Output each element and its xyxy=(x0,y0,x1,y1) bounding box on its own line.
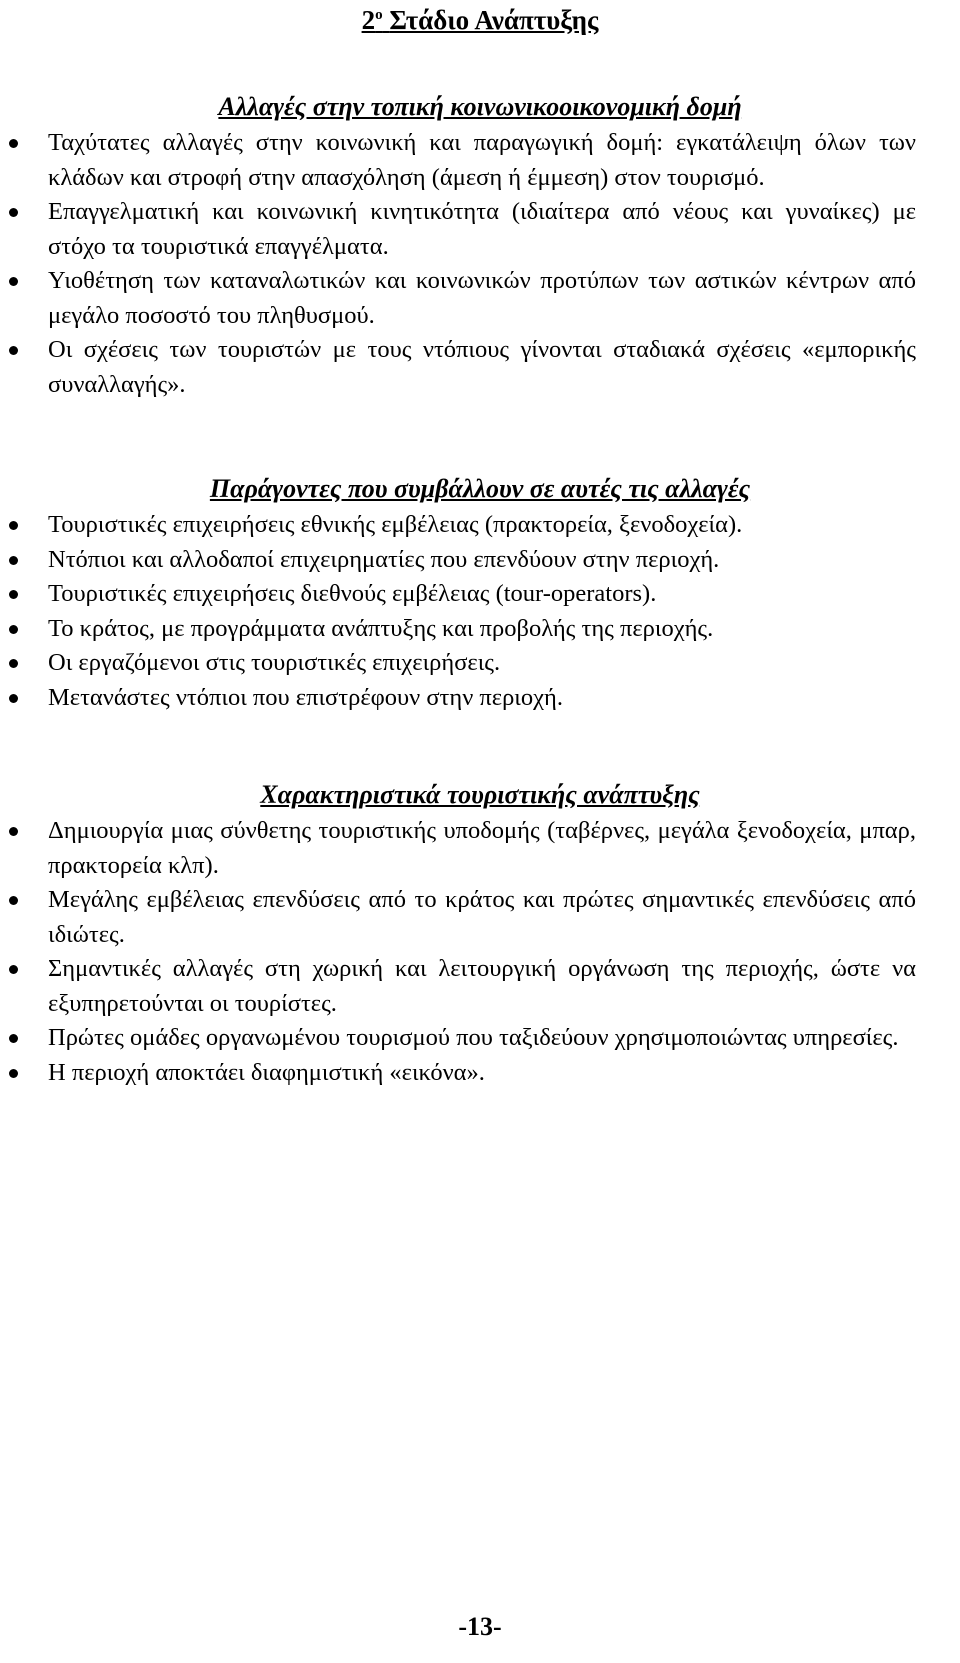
list-item-text: Το κράτος, με προγράμματα ανάπτυξης και προβολής της περιοχής. xyxy=(48,614,714,642)
list-item xyxy=(0,1021,916,1056)
list-item-text: Ντόπιοι και αλλοδαποί επιχειρηματίες που επενδύουν στην περιοχή. xyxy=(48,545,720,573)
list-item-text: Υιοθέτηση των καταναλωτικών και κοινωνικών προτύπων των αστικών κέντρων από μεγάλο ποσοστό του πληθυσμού. xyxy=(48,267,916,329)
page-number: -13- xyxy=(458,1612,502,1641)
bullet-icon xyxy=(9,659,18,668)
list-item-text: Τουριστικές επιχειρήσεις διεθνούς εμβέλειας (tour-operators). xyxy=(48,580,657,607)
list-item xyxy=(0,681,916,716)
bullet-icon xyxy=(9,1034,18,1043)
bullet-icon xyxy=(9,965,18,974)
list-item xyxy=(0,814,916,883)
list-item xyxy=(0,264,916,333)
section-heading: Αλλαγές στην τοπική κοινωνικοοικονομική δομή xyxy=(218,92,742,121)
list-item xyxy=(0,1056,916,1091)
bullet-icon xyxy=(9,346,18,355)
list-item-text: Δημιουργία μιας σύνθετης τουριστικής υποδομής (ταβέρνες, μεγάλα ξενοδοχεία, μπαρ, πρακτορεία κλπ). xyxy=(48,817,916,879)
list-item xyxy=(0,126,916,195)
list-item-text: Η περιοχή αποκτάει διαφημιστική «εικόνα». xyxy=(48,1058,485,1086)
title-superscript: ο xyxy=(375,7,383,23)
list-item-text: Μετανάστες ντόπιοι που επιστρέφουν στην περιοχή. xyxy=(48,683,563,711)
page-title xyxy=(0,2,960,38)
section-heading: Χαρακτηριστικά τουριστικής ανάπτυξης xyxy=(260,780,700,809)
list-item xyxy=(0,543,916,578)
title-text: Στάδιο Ανάπτυξης xyxy=(389,5,599,35)
list-item xyxy=(0,195,916,264)
title-number: 2 xyxy=(361,5,376,35)
list-item-text: Μεγάλης εμβέλειας επενδύσεις από το κράτος και πρώτες σημαντικές επενδύσεις από ιδιώτες. xyxy=(48,886,916,948)
section-heading: Παράγοντες που συμβάλλουν σε αυτές τις αλλαγές xyxy=(209,474,751,503)
bullet-list xyxy=(0,508,960,715)
bullet-icon xyxy=(9,625,18,634)
bullet-icon xyxy=(9,694,18,703)
bullet-icon xyxy=(9,521,18,530)
bullet-list xyxy=(0,814,960,1090)
bullet-icon xyxy=(9,139,18,148)
section-tourism-characteristics xyxy=(0,778,960,1090)
list-item xyxy=(0,508,916,543)
list-item-text: Οι εργαζόμενοι στις τουριστικές επιχειρήσεις. xyxy=(48,649,501,676)
list-item xyxy=(0,333,916,402)
list-item xyxy=(0,883,916,952)
list-item-text: Πρώτες ομάδες οργανωμένου τουρισμού που ταξιδεύουν χρησιμοποιώντας υπηρεσίες. xyxy=(48,1024,899,1051)
bullet-icon xyxy=(9,208,18,217)
bullet-icon xyxy=(9,827,18,836)
bullet-icon xyxy=(9,590,18,599)
list-item-text: Σημαντικές αλλαγές στη χωρική και λειτουργική οργάνωση της περιοχής, ώστε να εξυπηρετούνται οι τουρίστες. xyxy=(48,955,916,1017)
section-social-changes xyxy=(0,90,960,402)
list-item xyxy=(0,612,916,647)
bullet-icon xyxy=(9,1069,18,1078)
bullet-icon xyxy=(9,556,18,565)
list-item xyxy=(0,646,916,681)
bullet-list xyxy=(0,126,960,402)
list-item xyxy=(0,577,916,612)
list-item-text: Τουριστικές επιχειρήσεις εθνικής εμβέλειας (πρακτορεία, ξενοδοχεία). xyxy=(48,511,743,538)
bullet-icon xyxy=(9,277,18,286)
list-item-text: Οι σχέσεις των τουριστών με τους ντόπιους γίνονται σταδιακά σχέσεις «εμπορικής συναλλαγής». xyxy=(48,336,916,398)
list-item-text: Ταχύτατες αλλαγές στην κοινωνική και παραγωγική δομή: εγκατάλειψη όλων των κλάδων και στροφή στην απασχόληση (άμεση ή έμμεση) στον τουρισμό. xyxy=(48,129,916,191)
list-item-text: Επαγγελματική και κοινωνική κινητικότητα (ιδιαίτερα από νέους και γυναίκες) με στόχο τα τουριστικά επαγγέλματα. xyxy=(48,198,916,260)
list-item xyxy=(0,952,916,1021)
bullet-icon xyxy=(9,896,18,905)
section-contributing-factors xyxy=(0,472,960,715)
